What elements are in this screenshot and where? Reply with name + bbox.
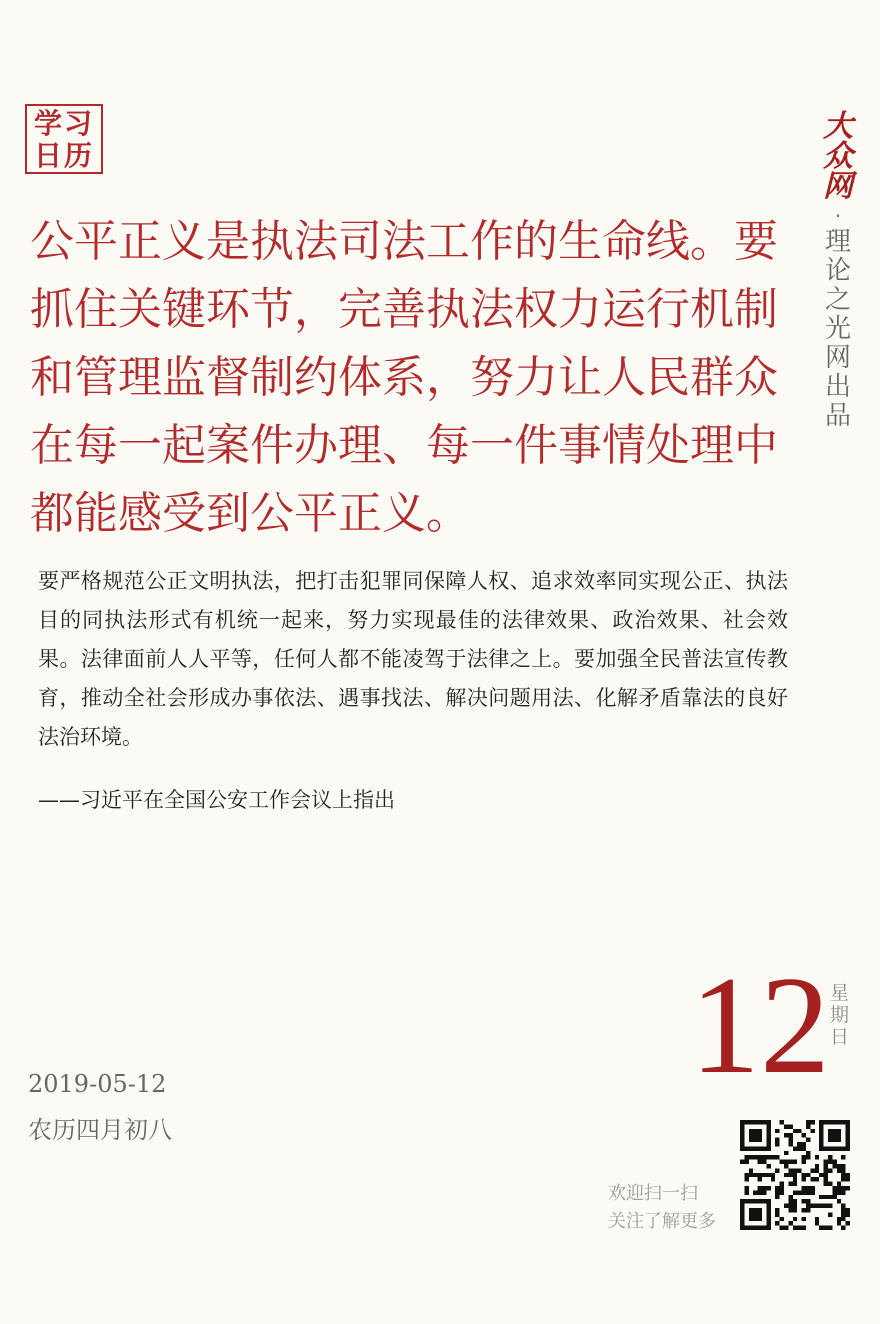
weekday: 星期日 <box>830 982 850 1048</box>
day-number: 12 <box>690 948 830 1103</box>
scan-prompt <box>608 1180 716 1236</box>
brand-subtitle: 理论之光网出品 <box>824 227 851 431</box>
main-quote: 公平正义是执法司法工作的生命线。要抓住关键环节，完善执法权力运行机制和管理监督制约体系，努力让人民群众在每一起案件办理、每一件事情处理中都能感受到公平正义。 <box>30 216 778 539</box>
quote-source: ——习近平在全国公安工作会议上指出 <box>38 788 395 812</box>
scan-line-1: 欢迎扫一扫 <box>608 1183 698 1204</box>
brand-vertical <box>818 109 858 431</box>
brand-separator: · <box>834 204 842 228</box>
body-text: 要严格规范公正文明执法，把打击犯罪同保障人权、追求效率同实现公正、执法目的同执法形式有机统一起来，努力实现最佳的法律效果、政治效果、社会效果。法律面前人人平等，任何人都不能凌驾于法律之上。要加强全民普法宣传教育，推动全社会形成办事依法、遇事找法、解决问题用法、化解矛盾靠法的良好法治环境。 <box>38 569 788 749</box>
lunar-date: 农历四月初八 <box>28 1116 172 1144</box>
logo-line-2: 日历 <box>33 139 94 172</box>
scan-line-2: 关注了解更多 <box>608 1211 716 1232</box>
logo-line-1: 学习 <box>33 107 94 140</box>
brand-logo: 大众网 <box>823 109 853 204</box>
study-calendar-logo <box>25 104 103 174</box>
qr-code-icon[interactable] <box>740 1120 850 1230</box>
date: 2019-05-12 <box>28 1070 167 1098</box>
